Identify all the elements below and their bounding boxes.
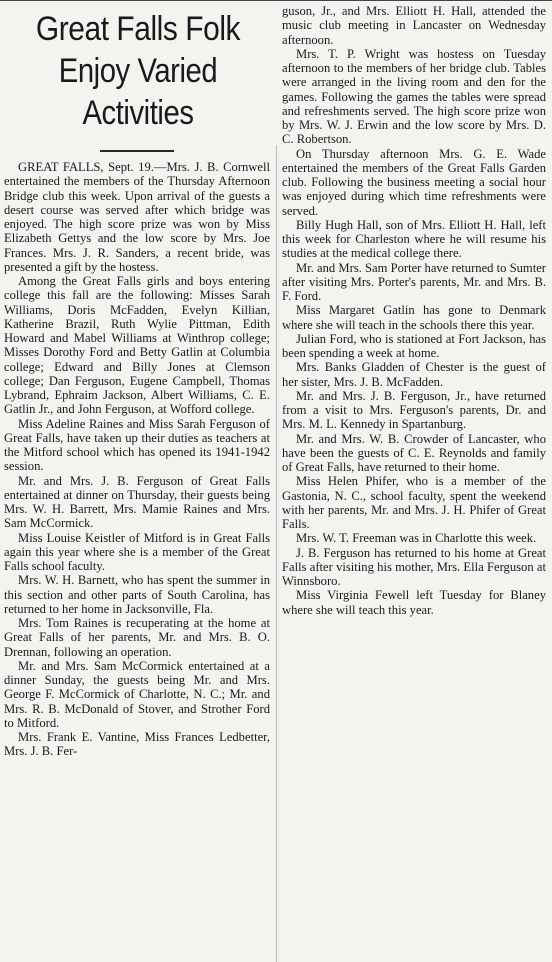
- left-column: [4, 160, 270, 960]
- paragraph: Mrs. T. P. Wright was hostess on Tuesday afternoon to the members of her bridge club. Tables were arranged in the living room and den for the games. Following the games the tables were spread and refreshments served. The high score prize won by Mrs. W. J. Erwin and the low score by Mrs. D. C. Robertson.: [282, 46, 546, 147]
- paragraph: On Thursday afternoon Mrs. G. E. Wade entertained the members of the Great Falls Garden club. Following the business meeting a social hour was enjoyed during which time refreshments were served.: [282, 146, 546, 218]
- paragraph: Miss Helen Phifer, who is a member of the Gastonia, N. C., school faculty, spent the weekend with her parents, Mr. and Mrs. J. H. Phifer of Great Falls.: [282, 474, 546, 531]
- article-headline: [0, 8, 276, 134]
- paragraph: Mr. and Mrs. Sam McCormick entertained at a dinner Sunday, the guests being Mr. and Mrs. George F. McCormick of Charlotte, N. C.; Mr. and Mrs. R. B. McDonald of Stover, and Strother Ford to Mitford.: [4, 658, 270, 730]
- paragraph: Billy Hugh Hall, son of Mrs. Elliott H. Hall, left this week for Charleston where he will resume his studies at the medical college there.: [282, 217, 546, 261]
- paragraph: Miss Margaret Gatlin has gone to Denmark where she will teach in the schools there this year.: [282, 303, 546, 332]
- paragraph: Julian Ford, who is stationed at Fort Jackson, has been spending a week at home.: [282, 331, 546, 360]
- paragraph: Mrs. Tom Raines is recuperating at the home at Great Falls of her parents, Mr. and Mrs. B. O. Drennan, following an operation.: [4, 616, 270, 659]
- paragraph: Mr. and Mrs. J. B. Ferguson of Great Falls entertained at dinner on Thursday, their guests being Mrs. W. H. Barrett, Mrs. Mamie Raines and Mrs. Sam McCormick.: [4, 473, 270, 531]
- headline-rule: [100, 150, 174, 152]
- paragraph: Miss Adeline Raines and Miss Sarah Ferguson of Great Falls, have taken up their duties as teachers at the Mitford school which has opened its 1941-1942 session.: [4, 416, 270, 474]
- paragraph: GREAT FALLS, Sept. 19.—Mrs. J. B. Cornwell entertained the members of the Thursday Afternoon Bridge club this week. Upon arrival of the guests a desert course was served after which bridge was enjoyed. The high score prize was won by Miss Elizabeth Gettys and the low score by Mrs. Joe Frances. Mrs. J. R. Sanders, a recent bride, was presented a gift by the hostess.: [4, 160, 270, 274]
- paragraph: Miss Louise Keistler of Mitford is in Great Falls again this year where she is a member of the Great Falls school faculty.: [4, 530, 270, 573]
- paragraph: J. B. Ferguson has returned to his home at Great Falls after visiting his mother, Mrs. Ella Ferguson at Winnsboro.: [282, 545, 546, 588]
- paragraph: Mrs. Banks Gladden of Chester is the guest of her sister, Mrs. J. B. McFadden.: [282, 360, 546, 389]
- paragraph: guson, Jr., and Mrs. Elliott H. Hall, attended the music club meeting in Lancaster on Wednesday afternoon.: [282, 4, 546, 47]
- column-divider: [276, 145, 277, 962]
- paragraph: Mrs. W. T. Freeman was in Charlotte this week.: [296, 531, 537, 546]
- right-column: [282, 4, 546, 962]
- paragraph: Miss Virginia Fewell left Tuesday for Blaney where she will teach this year.: [282, 588, 546, 617]
- paragraph: Mrs. W. H. Barnett, who has spent the summer in this section and other parts of South Carolina, has returned to her home in Jacksonville, Fla.: [4, 573, 270, 616]
- paragraph: Among the Great Falls girls and boys entering college this fall are the following: Misses Sarah Williams, Doris McFadden, Evelyn Killian, Katherine Brazil, Ruth Wylie Pittman, Edith Howard and Mabel Williams at Winthrop college; Misses Dorothy Ford and Betty Gatlin at Columbia college; Edward and Billy Jones at Clemson college; Dan Ferguson, Eugene Campbell, Thomas Lybrand, Ephraim Jackson, Albert Williams, C. E. Gatlin Jr., and John Ferguson, at Wofford college.: [4, 274, 270, 417]
- paragraph: Mrs. Frank E. Vantine, Miss Frances Ledbetter, Mrs. J. B. Fer-: [4, 730, 270, 759]
- top-border-rule: [0, 0, 552, 1]
- paragraph: Mr. and Mrs. Sam Porter have returned to Sumter after visiting Mrs. Porter's parents, Mr. and Mrs. B. F. Ford.: [282, 260, 546, 303]
- paragraph: Mr. and Mrs. J. B. Ferguson, Jr., have returned from a visit to Mrs. Ferguson's parents, Dr. and Mrs. M. L. Kennedy in Spartanburg.: [282, 388, 546, 432]
- paragraph: Mr. and Mrs. W. B. Crowder of Lancaster, who have been the guests of C. E. Reynolds and family of Great Falls, have returned to their home.: [282, 431, 546, 474]
- headline-line-3: Activities: [82, 94, 194, 132]
- headline-line-1: Great Falls Folk: [35, 10, 241, 48]
- headline-line-2: Enjoy Varied: [58, 52, 218, 90]
